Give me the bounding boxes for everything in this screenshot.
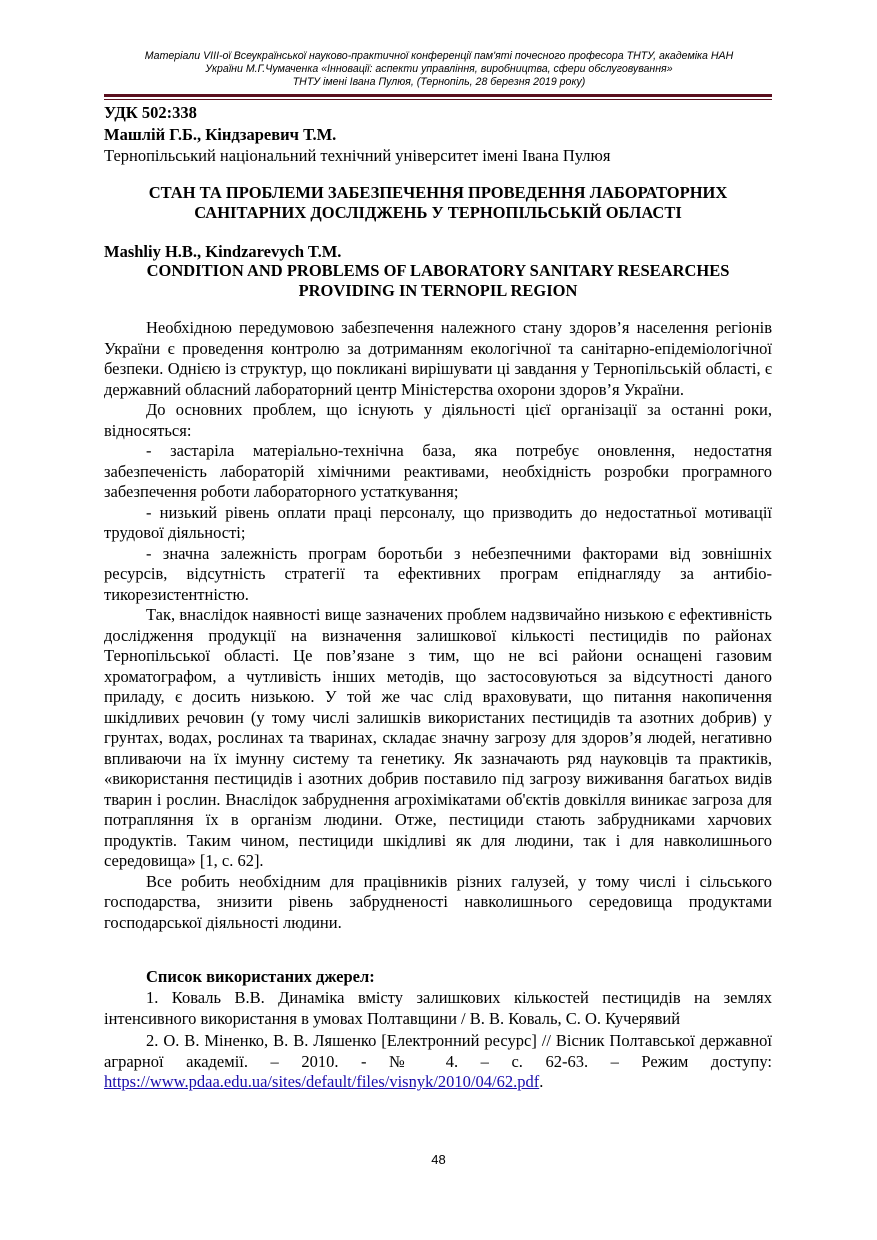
reference-2-link[interactable]: https://www.pdaa.edu.ua/sites/default/files/visnyk/2010/04/62.pdf — [104, 1072, 540, 1091]
header-rule-thick — [104, 94, 772, 97]
title-en — [104, 261, 772, 301]
reference-2-text: 2. О. В. Міненко, В. В. Ляшенко [Електронний ресурс] // Вісник Полтавської державної аграрної академії. – 2010. - № 4. – с. 62-63. – Режим доступу: — [104, 1031, 772, 1071]
reference-2-end: . — [539, 1072, 544, 1091]
references-title: Список використаних джерел: — [146, 967, 375, 986]
title-ua — [104, 183, 772, 223]
authors-ua: Машлій Г.Б., Кіндзаревич Т.М. — [104, 125, 337, 144]
bullet-1: - застаріла матеріально-технічна база, яка потребує оновлення, недостатня забезпеченість лабораторій хімічними реактивами, необхідність розробки програмного забезпечення роботи лабораторного устаткування; — [104, 441, 772, 501]
paragraph-1: Необхідною передумовою забезпечення належного стану здоров’я населення регіонів України є проведення контролю за дотриманням екологічної та санітарно-епідеміологічної безпеки. Однією із структур, що покликані вирішувати ці завдання у Тернопільській області, є державний обласний лабораторний центр Міністерства охорони здоров’я України. — [104, 318, 772, 399]
reference-2 — [104, 1031, 772, 1093]
udc-code: УДК 502:338 — [104, 103, 197, 122]
authors-en: Mashliy H.B., Kindzarevych T.M. — [104, 242, 342, 261]
title-en-line-2: PROVIDING IN TERNOPIL REGION — [298, 281, 578, 300]
bullet-3: - значна залежність програм боротьби з небезпечними факторами від зовнішніх ресурсів, відсутність стратегії та ефективних програм епіднагляду за антибіо-тикорезистентністю. — [104, 543, 772, 604]
paragraph-3: Так, внаслідок наявності вище зазначених проблем надзвичайно низькою є ефективність дослідження продукції на визначення залишкової кількості пестицидів по районах Тернопільської області. Це пов’язане з тим, що не всі райони оснащені газовим хроматографом, а чутливість інших методів, що застосовуються за відсутності даного приладу, є досить низькою. У той же час слід враховувати, що питання накопичення шкідливих речовин (у тому числі залишків використаних пестицидів та азотних добрив) у грунтах, водах, рослинах та тваринах, складає значну загрозу для здоров’я людей, негативно впливаючи на їх імунну систему та генетику. Як зазначають ряд науковців та практиків, «використання пестицидів і азотних добрив поставило під загрозу виживання багатьох видів тварин і рослин. Внаслідок забруднення агрохімікатами об'єктів довкілля виникає загроза для потрапляння їх в організм людини. Отже, пестициди стають забрудниками харчових продуктів. Таким чином, пестициди шкідливі як для людини, так і для навколишнього середовища» [1, с. 62]. — [104, 605, 772, 870]
references-list — [104, 988, 772, 1095]
running-header-line-1: Матеріали VIII-ої Всеукраїнської науково-практичної конференції пам'яті почесного професора ТНТУ, академіка НАН — [144, 50, 734, 62]
bullet-2: - низький рівень оплати праці персоналу, що призводить до недостатньої мотивації трудової діяльності; — [104, 502, 772, 542]
header-rule-thin — [104, 99, 772, 100]
reference-1: 1. Коваль В.В. Динаміка вмісту залишкових кількостей пестицидів на землях інтенсивного використання в умовах Полтавщини / В. В. Коваль, С. О. Кучерявий — [104, 988, 772, 1028]
title-en-line-1: CONDITION AND PROBLEMS OF LABORATORY SANITARY RESEARCHES — [146, 261, 730, 280]
running-header — [104, 50, 774, 89]
page-number: 48 — [431, 1152, 446, 1167]
article-body — [104, 318, 772, 933]
title-ua-line-2: САНІТАРНИХ ДОСЛІДЖЕНЬ У ТЕРНОПІЛЬСЬКІЙ ОБЛАСТІ — [194, 203, 682, 222]
paragraph-4: Все робить необхідним для працівників різних галузей, у тому числі і сільського господарства, знизити рівень забрудненості навколишнього середовища продуктами господарської діяльності людини. — [104, 871, 772, 932]
running-header-line-2: України М.Г.Чумаченка «Інновації: аспекти управління, виробництва, сфери обслуговування» — [205, 63, 673, 75]
running-header-line-3: ТНТУ імені Івана Пулюя, (Тернопіль, 28 березня 2019 року) — [292, 76, 586, 88]
affiliation: Тернопільський національний технічний університет імені Івана Пулюя — [104, 146, 611, 165]
paragraph-2: До основних проблем, що існують у діяльності цієї організації за останні роки, відносяться: — [104, 400, 772, 440]
title-ua-line-1: СТАН ТА ПРОБЛЕМИ ЗАБЕЗПЕЧЕННЯ ПРОВЕДЕННЯ ЛАБОРАТОРНИХ — [148, 183, 728, 202]
